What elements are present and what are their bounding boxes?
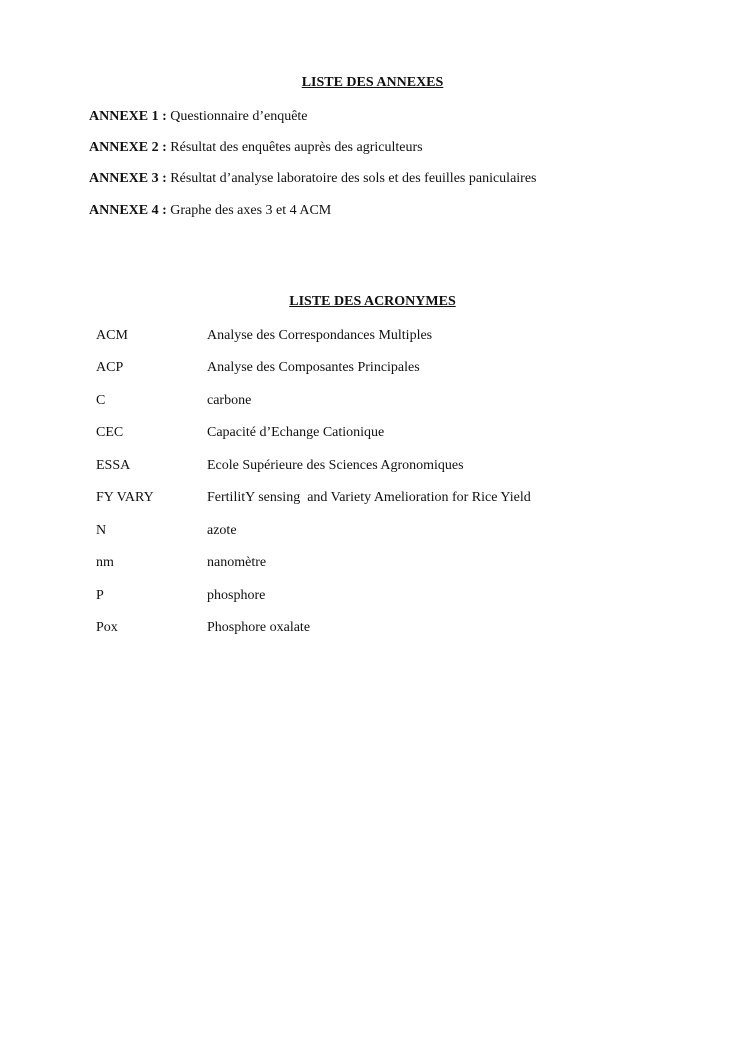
acronym-abbr: ESSA (96, 458, 131, 473)
acronym-abbr: Pox (96, 620, 118, 635)
acronym-definition: Ecole Supérieure des Sciences Agronomiques (207, 458, 464, 473)
acronym-definition: Analyse des Composantes Principales (207, 360, 420, 375)
acronym-abbr: ACP (96, 360, 124, 375)
acronym-row (96, 619, 696, 637)
acronym-definition: phosphore (207, 588, 266, 603)
acronym-row (96, 359, 696, 377)
acronym-abbr: nm (96, 555, 114, 570)
acronym-abbr: N (96, 523, 107, 538)
acronym-definition: Analyse des Correspondances Multiples (207, 328, 433, 343)
annex-label: ANNEXE 1 : (89, 109, 167, 124)
annex-text: Questionnaire d’enquête (170, 109, 308, 124)
annex-label: ANNEXE 3 : (89, 171, 167, 186)
acronym-row (96, 587, 696, 605)
acronym-row (96, 489, 696, 507)
acronym-row (96, 522, 696, 540)
acronym-definition: nanomètre (207, 555, 267, 570)
acronym-row (96, 327, 696, 345)
annexes-title: LISTE DES ANNEXES (301, 75, 444, 90)
acronym-row (96, 457, 696, 475)
acronym-definition: FertilitY sensing and Variety Amelioration for Rice Yield (207, 490, 531, 505)
acronym-definition: Phosphore oxalate (207, 620, 311, 635)
acronym-definition: Capacité d’Echange Cationique (207, 425, 385, 440)
acronym-abbr: CEC (96, 425, 124, 440)
acronym-row (96, 554, 696, 572)
acronym-abbr: ACM (96, 328, 128, 343)
acronym-abbr: P (96, 588, 104, 603)
acronym-abbr: C (96, 393, 106, 408)
annex-item (89, 202, 331, 220)
acronym-row (96, 392, 696, 410)
annex-item (89, 108, 308, 126)
acronym-row (96, 424, 696, 442)
annex-text: Graphe des axes 3 et 4 ACM (170, 203, 332, 218)
annex-label: ANNEXE 2 : (89, 140, 167, 155)
acronym-definition: azote (207, 523, 237, 538)
annex-text: Résultat des enquêtes auprès des agriculteurs (170, 140, 423, 155)
acronym-abbr: FY VARY (96, 490, 154, 505)
acronyms-title: LISTE DES ACRONYMES (289, 294, 456, 309)
acronym-definition: carbone (207, 393, 252, 408)
annex-item (89, 170, 537, 188)
annex-text: Résultat d’analyse laboratoire des sols et des feuilles paniculaires (170, 171, 537, 186)
annex-label: ANNEXE 4 : (89, 203, 167, 218)
annex-item (89, 139, 423, 157)
